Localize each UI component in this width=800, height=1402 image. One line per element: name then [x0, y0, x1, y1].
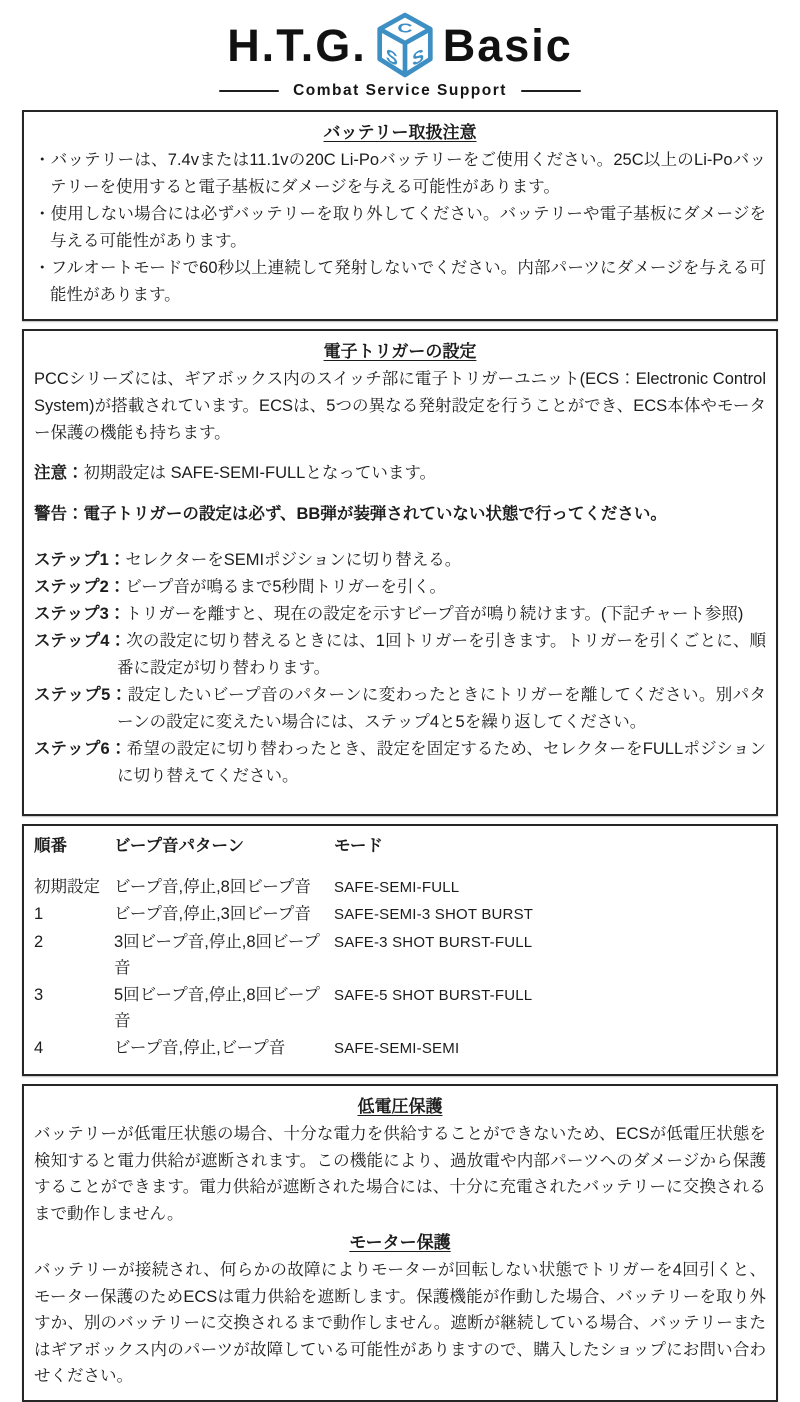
trigger-step-4: [34, 628, 766, 682]
step-2-label: ステップ2：: [34, 578, 126, 596]
trigger-note-text: 初期設定は SAFE-SEMI-FULLとなっています。: [83, 464, 437, 482]
battery-bullet-2: ・使用しない場合には必ずバッテリーを取り外してください。バッテリーや電子基板にダメージを与える可能性があります。: [34, 205, 766, 250]
beep-table-row-2: [34, 929, 766, 982]
row-3-pattern: 5回ビープ音,停止,8回ビープ音: [114, 985, 321, 1030]
step-5-label: ステップ5：: [34, 686, 128, 704]
battery-bullet-3: ・フルオートモードで60秒以上連続して発射しないでください。内部パーツにダメージを与える可能性があります。: [34, 259, 766, 304]
subtitle-dash-left: [219, 90, 279, 93]
step-6-label: ステップ6：: [34, 740, 127, 758]
trigger-step-2: [34, 574, 766, 601]
trigger-settings-box: [22, 329, 778, 816]
row-default-pattern: ビープ音,停止,8回ビープ音: [114, 877, 311, 896]
step-6-text: 希望の設定に切り替わったとき、設定を固定するため、セレクターをFULLポジションに切り替えてください。: [117, 740, 766, 785]
row-2-order: 2: [34, 932, 44, 951]
row-1-order: 1: [34, 905, 44, 923]
low-voltage-body: バッテリーが低電圧状態の場合、十分な電力を供給することができないため、ECSが低電圧状態を検知すると電力供給が遮断されます。この機能により、過放電や内部パーツへのダメージから保護することができます。電力供給が遮断された場合には、十分に充電されたバッテリーに交換されるまで動作しません。: [34, 1125, 766, 1223]
low-voltage-title: 低電圧保護: [357, 1097, 443, 1116]
step-3-text: トリガーを離すと、現在の設定を示すビープ音が鳴り続けます。(下記チャート参照): [125, 605, 744, 623]
step-3-label: ステップ3：: [34, 605, 126, 623]
trigger-warning-label: 警告：: [34, 505, 84, 523]
logo-header: [22, 12, 778, 100]
step-2-text: ビープ音が鳴るまで5秒間トリガーを引く。: [125, 578, 447, 596]
trigger-warning-text: 電子トリガーの設定は必ず、BB弾が装弾されていない状態で行ってください。: [83, 505, 667, 523]
trigger-steps-list: [34, 547, 766, 790]
beep-table-header-mode: モード: [334, 837, 383, 855]
beep-table-header-row: [34, 833, 766, 860]
beep-table-header-order: 順番: [34, 837, 67, 855]
step-5-text: 設定したいビープ音のパターンに変わったときにトリガーを離してください。別パターンの設定に変えたい場合には、ステップ4と5を繰り返してください。: [117, 686, 766, 731]
beep-table-row-default: [34, 874, 766, 902]
row-4-mode: SAFE-SEMI-SEMI: [334, 1039, 460, 1057]
cube-letter-s-right: S: [411, 45, 424, 72]
step-4-label: ステップ4：: [34, 632, 127, 650]
css-cube-logo-icon: [375, 12, 435, 78]
brand-basic-text: Basic: [442, 19, 573, 71]
subtitle-dash-right: [521, 90, 581, 93]
beep-table-row-1: [34, 901, 766, 929]
row-default-mode: SAFE-SEMI-FULL: [334, 878, 460, 896]
trigger-warning-line: [34, 501, 766, 528]
battery-warning-box: [22, 110, 778, 321]
step-4-text: 次の設定に切り替えるときには、1回トリガーを引きます。トリガーを引くごとに、順番に設定が切り替わります。: [117, 632, 766, 677]
cube-letter-c: C: [397, 20, 413, 36]
row-1-mode: SAFE-SEMI-3 SHOT BURST: [334, 906, 534, 923]
row-4-pattern: ビープ音,停止,ビープ音: [114, 1038, 286, 1057]
row-default-order: 初期設定: [34, 877, 100, 896]
beep-table-spacer: [34, 860, 766, 874]
step-1-text: セレクターをSEMIポジションに切り替える。: [125, 551, 462, 569]
beep-table-row-3: [34, 982, 766, 1035]
trigger-step-6: [34, 736, 766, 790]
trigger-note-label: 注意：: [34, 464, 84, 482]
cube-letter-s-left: S: [385, 45, 398, 72]
row-2-mode: SAFE-3 SHOT BURST-FULL: [334, 933, 533, 951]
beep-table-header-pattern: ビープ音パターン: [114, 837, 245, 855]
step-1-label: ステップ1：: [34, 551, 126, 569]
motor-protection-body: バッテリーが接続され、何らかの故障によりモーターが回転しない状態でトリガーを4回引くと、モーター保護のためECSは電力供給を遮断します。保護機能が作動した場合、バッテリーを取り外すか、別のバッテリーに交換されるまで動作しません。遮断が継続している場合、バッテリーまたはギアボックス内のパーツが故障している可能性がありますので、購入したショップにお問い合わせください。: [34, 1261, 766, 1385]
protection-box: [22, 1084, 778, 1402]
logo-row: [22, 12, 778, 78]
battery-bullet-1: ・バッテリーは、7.4vまたは11.1vの20C Li-Poバッテリーをご使用ください。25C以上のLi-Poバッテリーを使用すると電子基板にダメージを与える可能性があります。: [34, 151, 766, 196]
trigger-box-title: 電子トリガーの設定: [323, 342, 477, 361]
trigger-intro-paragraph: PCCシリーズには、ギアボックス内のスイッチ部に電子トリガーユニット(ECS：Electronic Control System)が搭載されています。ECSは、5つの異なる発射設定を行うことができ、ECS本体やモーター保護の機能も持ちます。: [34, 370, 766, 442]
trigger-step-3: [34, 601, 766, 628]
brand-htg-text: H.T.G.: [227, 19, 367, 71]
logo-subtitle-text: Combat Service Support: [293, 82, 507, 99]
row-1-pattern: ビープ音,停止,3回ビープ音: [114, 905, 311, 923]
logo-subtitle-row: [22, 82, 778, 100]
motor-protection-title: モーター保護: [349, 1233, 451, 1252]
row-3-mode: SAFE-5 SHOT BURST-FULL: [334, 986, 533, 1004]
beep-chart-box: [22, 824, 778, 1076]
beep-table-row-4: [34, 1035, 766, 1063]
trigger-note-line: [34, 460, 766, 487]
row-4-order: 4: [34, 1038, 44, 1057]
trigger-step-1: [34, 547, 766, 574]
battery-box-title: バッテリー取扱注意: [323, 123, 477, 142]
row-3-order: 3: [34, 985, 44, 1004]
row-2-pattern: 3回ビープ音,停止,8回ビープ音: [114, 932, 321, 977]
trigger-step-5: [34, 682, 766, 736]
